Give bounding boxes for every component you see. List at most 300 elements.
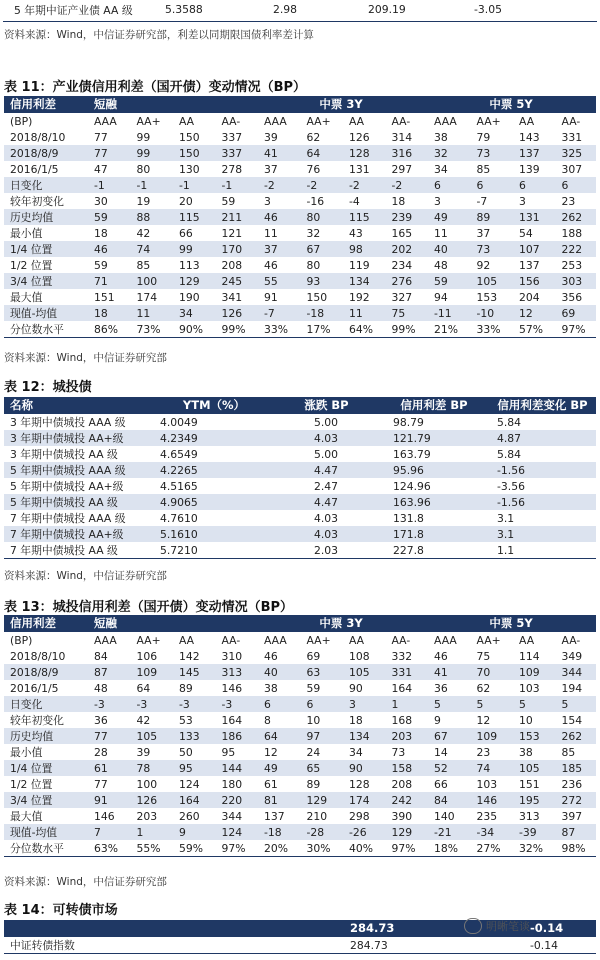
table-cell: 100 bbox=[136, 777, 158, 791]
table-cell: 208 bbox=[221, 258, 243, 272]
table-cell: 84 bbox=[94, 649, 108, 663]
table-cell: 75 bbox=[384, 305, 427, 321]
table-cell: 95.96 bbox=[379, 462, 489, 478]
table-row bbox=[4, 937, 596, 954]
table-cell: 历史均值 bbox=[4, 728, 86, 744]
table-cell: 4.6549 bbox=[160, 447, 198, 461]
table-cell: 61 bbox=[264, 777, 278, 791]
table-cell: 144 bbox=[214, 760, 257, 776]
table-cell: AA- bbox=[391, 633, 411, 647]
table-cell: 17% bbox=[306, 322, 331, 336]
table-cell: 327 bbox=[391, 290, 413, 304]
table-cell: 134 bbox=[341, 273, 384, 289]
table-cell: 158 bbox=[384, 760, 427, 776]
table-cell: 92 bbox=[476, 258, 491, 272]
table-cell: 146 bbox=[94, 809, 115, 823]
table-cell: -34 bbox=[469, 824, 512, 840]
table-cell: 3 bbox=[434, 194, 441, 208]
table-row bbox=[4, 129, 596, 145]
table-cell: 210 bbox=[306, 809, 328, 823]
table-cell: 1/2 位置 bbox=[10, 777, 53, 791]
table-cell: -3 bbox=[171, 696, 214, 712]
group-short-term: 短融 bbox=[86, 96, 256, 113]
table-cell: 4.87 bbox=[489, 430, 596, 446]
table-cell: 164 bbox=[391, 681, 413, 695]
table-cell: 5.84 bbox=[497, 447, 522, 461]
table-cell: 86% bbox=[94, 322, 118, 336]
table-cell: 81 bbox=[256, 792, 299, 808]
table-cell: 1 bbox=[384, 696, 427, 712]
table-cell: 20 bbox=[179, 194, 193, 208]
table-cell: 134 bbox=[341, 728, 384, 744]
table-cell: 188 bbox=[561, 226, 583, 240]
top-row-v1: 5.3588 bbox=[165, 3, 203, 16]
table-cell: 154 bbox=[561, 713, 583, 727]
table-cell: 90% bbox=[179, 322, 203, 336]
table-cell: 108 bbox=[349, 649, 370, 663]
table-cell: AA- bbox=[561, 114, 581, 128]
table-cell: 195 bbox=[511, 792, 554, 808]
table-cell: 130 bbox=[179, 162, 200, 176]
table-cell: 55 bbox=[256, 273, 299, 289]
table-cell: 5 bbox=[511, 696, 554, 712]
table-row bbox=[4, 241, 596, 257]
table-cell: 303 bbox=[554, 273, 597, 289]
table-cell: 11 bbox=[129, 305, 172, 321]
table-cell: 150 bbox=[179, 130, 200, 144]
table-cell: 32 bbox=[306, 226, 321, 240]
table-cell: 20% bbox=[264, 841, 288, 855]
table-cell: 397 bbox=[561, 809, 583, 823]
table-cell: 54 bbox=[519, 226, 533, 240]
table-row bbox=[4, 494, 596, 510]
table-cell: 94 bbox=[434, 290, 448, 304]
t14-name: 中证转债指数 bbox=[10, 938, 75, 952]
table-cell: 7 年期中债城投 AAA 级 bbox=[10, 511, 126, 525]
table-cell: 63 bbox=[299, 664, 342, 680]
table-cell: 52 bbox=[426, 760, 469, 776]
group-label: 信用利差 bbox=[4, 96, 86, 113]
table-cell: 3 bbox=[519, 194, 526, 208]
table-row bbox=[4, 648, 596, 664]
table-cell: AA+ bbox=[306, 114, 331, 128]
table-cell: 74 bbox=[469, 760, 512, 776]
table-cell: 313 bbox=[214, 664, 257, 680]
table-cell: 6 bbox=[256, 696, 299, 712]
table-cell: 164 bbox=[171, 792, 214, 808]
table-cell: 137 bbox=[264, 809, 285, 823]
table-cell: 186 bbox=[214, 728, 257, 744]
table-cell: 5 bbox=[426, 696, 469, 712]
table-cell: 77 bbox=[86, 728, 129, 744]
table-cell: 79 bbox=[476, 130, 491, 144]
t14-h-change: -0.14 bbox=[524, 920, 596, 937]
source-note-4: 资料来源：Wind，中信证券研究部 bbox=[4, 876, 167, 888]
table-row bbox=[4, 760, 596, 776]
table-cell: 103 bbox=[476, 777, 498, 791]
table-cell: 14 bbox=[434, 745, 448, 759]
table-cell: 4.47 bbox=[274, 494, 379, 510]
table-cell: 46 bbox=[264, 258, 278, 272]
table-cell: 331 bbox=[384, 664, 427, 680]
table-cell: 36 bbox=[434, 681, 448, 695]
table-cell: 314 bbox=[391, 130, 413, 144]
table-cell: 128 bbox=[341, 145, 384, 161]
table-cell: 5 年期中债城投 AA 级 bbox=[4, 494, 154, 510]
table-cell: 5.00 bbox=[314, 447, 339, 461]
source-note-2: 资料来源：Wind，中信证券研究部 bbox=[4, 352, 167, 364]
table-cell: 344 bbox=[554, 664, 597, 680]
table-cell: 3 年期中债城投 AA+级 bbox=[4, 430, 154, 446]
table-cell: -7 bbox=[476, 194, 488, 208]
table-cell: 32% bbox=[519, 841, 544, 855]
table-cell: 73 bbox=[469, 145, 512, 161]
table-cell: AA- bbox=[561, 633, 581, 647]
table-cell: 4.03 bbox=[314, 511, 339, 525]
table-row bbox=[4, 776, 596, 792]
table-cell: 38 bbox=[519, 745, 533, 759]
table-cell: 3 bbox=[264, 194, 271, 208]
group-mtn-3y: 中票 3Y bbox=[256, 615, 426, 632]
table-cell: -26 bbox=[341, 824, 384, 840]
table-cell: 185 bbox=[554, 760, 597, 776]
table-cell: 142 bbox=[179, 649, 200, 663]
table-cell: 124 bbox=[214, 824, 257, 840]
table-cell: 313 bbox=[519, 809, 540, 823]
table-cell: 10 bbox=[306, 713, 321, 727]
table-cell: -4 bbox=[349, 194, 360, 208]
table-cell: 131 bbox=[511, 209, 554, 225]
table-cell: 76 bbox=[306, 162, 321, 176]
table-row bbox=[4, 430, 596, 446]
table-cell: 227.8 bbox=[393, 543, 424, 557]
table-cell: -1.56 bbox=[489, 494, 596, 510]
table-cell: 3.1 bbox=[497, 511, 515, 525]
table-cell: 97% bbox=[561, 322, 586, 336]
table-row bbox=[4, 225, 596, 241]
table-cell: 32 bbox=[426, 145, 469, 161]
table-cell: 23 bbox=[476, 745, 491, 759]
table-cell: 59 bbox=[221, 194, 236, 208]
table-row bbox=[4, 273, 596, 289]
table-cell: 8 bbox=[264, 713, 271, 727]
table-cell: 84 bbox=[426, 792, 469, 808]
table-cell: 最大值 bbox=[10, 809, 43, 823]
table-cell: 18 bbox=[349, 713, 363, 727]
table-cell: 65 bbox=[299, 760, 342, 776]
table-cell: 2.03 bbox=[314, 543, 339, 557]
table-cell: 最大值 bbox=[10, 290, 43, 304]
table-cell: 100 bbox=[129, 273, 172, 289]
table-cell: 278 bbox=[221, 162, 243, 176]
table-cell: 165 bbox=[391, 226, 413, 240]
col-spread-change: 信用利差变化 BP bbox=[489, 397, 596, 414]
table-cell: 128 bbox=[349, 777, 370, 791]
table-cell: 41 bbox=[256, 145, 299, 161]
table-cell: 50 bbox=[179, 745, 193, 759]
table-cell: 98 bbox=[341, 241, 384, 257]
table-cell: AAA bbox=[434, 114, 457, 128]
table-cell: AA- bbox=[391, 114, 411, 128]
table-cell: 46 bbox=[86, 241, 129, 257]
table-cell: 37 bbox=[256, 241, 299, 257]
table-cell: 46 bbox=[264, 649, 278, 663]
table-cell: 5 年期中债城投 AAA 级 bbox=[4, 462, 154, 478]
table-cell: AA+ bbox=[136, 114, 161, 128]
table-row bbox=[4, 680, 596, 696]
table-cell: 344 bbox=[221, 809, 243, 823]
table-12-title: 表 12：城投债 bbox=[4, 380, 92, 395]
table-cell: 18 bbox=[391, 194, 406, 208]
table-cell: 202 bbox=[384, 241, 427, 257]
group-mtn-5y: 中票 5Y bbox=[426, 615, 596, 632]
table-cell: 222 bbox=[554, 241, 597, 257]
table-cell: AA+ bbox=[476, 633, 501, 647]
table-cell: 349 bbox=[561, 649, 583, 663]
table-cell: 85 bbox=[476, 162, 491, 176]
table-cell: -21 bbox=[426, 824, 469, 840]
table-cell: -3 bbox=[214, 696, 257, 712]
table-cell: 12 bbox=[264, 745, 278, 759]
table-cell: 126 bbox=[349, 130, 370, 144]
table-11-title: 表 11：产业债信用利差（国开债）变动情况（BP） bbox=[4, 80, 307, 95]
table-cell: 4.0049 bbox=[160, 415, 198, 429]
table-cell: 97 bbox=[299, 728, 342, 744]
table-cell: 146 bbox=[469, 792, 512, 808]
table-cell: 33% bbox=[264, 322, 288, 336]
table-cell: 4.9065 bbox=[154, 494, 274, 510]
table-cell: 46 bbox=[256, 209, 299, 225]
table-cell: 67 bbox=[299, 241, 342, 257]
table-cell: 9 bbox=[434, 713, 441, 727]
table-cell: 236 bbox=[561, 777, 583, 791]
table-cell: 6 bbox=[469, 177, 512, 193]
table-cell: 39 bbox=[136, 745, 151, 759]
table-cell: 146 bbox=[221, 681, 243, 695]
table-cell: 337 bbox=[214, 145, 257, 161]
table-cell: 129 bbox=[171, 273, 214, 289]
table-row bbox=[4, 161, 596, 177]
table-cell: 分位数水平 bbox=[10, 322, 64, 336]
table-14-title: 表 14：可转债市场 bbox=[4, 903, 118, 918]
table-cell: 7 年期中债城投 AA 级 bbox=[10, 543, 118, 557]
table-cell: 234 bbox=[391, 258, 413, 272]
table-cell: 356 bbox=[561, 290, 583, 304]
watermark bbox=[464, 918, 530, 934]
table-cell: 62 bbox=[476, 681, 491, 695]
table-cell: 90 bbox=[341, 760, 384, 776]
table-cell: 109 bbox=[469, 728, 512, 744]
table-cell: 57% bbox=[519, 322, 544, 336]
table-cell: 10 bbox=[519, 713, 533, 727]
table-row bbox=[4, 712, 596, 728]
table-cell: 153 bbox=[511, 728, 554, 744]
table-cell: -3.56 bbox=[497, 479, 525, 493]
table-cell: 48 bbox=[434, 258, 448, 272]
table-cell: AAA bbox=[94, 114, 117, 128]
table-row bbox=[4, 744, 596, 760]
table-row bbox=[4, 478, 596, 494]
table-11-group-header bbox=[4, 96, 596, 113]
table-cell: 64% bbox=[349, 322, 373, 336]
table-cell: 3/4 位置 bbox=[4, 792, 86, 808]
table-cell: 97% bbox=[391, 841, 416, 855]
table-cell: 66 bbox=[434, 777, 448, 791]
table-row bbox=[4, 808, 596, 824]
table-cell: 71 bbox=[86, 273, 129, 289]
table-cell: 73 bbox=[391, 745, 406, 759]
table-cell: 124.96 bbox=[393, 479, 431, 493]
table-cell: 253 bbox=[561, 258, 583, 272]
table-cell: 38 bbox=[434, 130, 448, 144]
table-cell: -3 bbox=[86, 696, 129, 712]
table-cell: 49 bbox=[426, 209, 469, 225]
table-cell: 39 bbox=[264, 130, 278, 144]
table-cell: 143 bbox=[519, 130, 540, 144]
table-cell: AA bbox=[349, 114, 365, 128]
table-cell: 194 bbox=[561, 681, 583, 695]
table-row bbox=[4, 321, 596, 338]
table-cell: 11 bbox=[264, 226, 278, 240]
table-cell: 105 bbox=[341, 664, 384, 680]
top-row-v2: 2.98 bbox=[273, 3, 298, 16]
table-cell: (BP) bbox=[10, 114, 33, 128]
table-cell: 4.2349 bbox=[154, 430, 274, 446]
table-cell: 2018/8/10 bbox=[10, 649, 66, 663]
col-spread: 信用利差 BP bbox=[379, 397, 489, 414]
table-cell: 91 bbox=[264, 290, 278, 304]
table-cell: 47 bbox=[94, 162, 108, 176]
table-cell: 163.96 bbox=[379, 494, 489, 510]
table-cell: 73 bbox=[469, 241, 512, 257]
table-cell: 3/4 位置 bbox=[4, 273, 86, 289]
table-cell: 34 bbox=[434, 162, 448, 176]
table-cell: 153 bbox=[476, 290, 498, 304]
table-cell: -18 bbox=[256, 824, 299, 840]
table-cell: 70 bbox=[469, 664, 512, 680]
table-cell: 4.47 bbox=[274, 462, 379, 478]
table-cell: 63% bbox=[94, 841, 118, 855]
table-cell: 5 bbox=[554, 696, 597, 712]
table-cell: 151 bbox=[519, 777, 540, 791]
wechat-icon bbox=[464, 918, 482, 934]
table-cell: 106 bbox=[136, 649, 158, 663]
table-cell: AA+ bbox=[306, 633, 331, 647]
table-cell: 2.47 bbox=[314, 479, 339, 493]
table-cell: 220 bbox=[214, 792, 257, 808]
table-cell: 95 bbox=[221, 745, 236, 759]
table-cell: AA bbox=[179, 633, 195, 647]
t14-h-value: 284.73 bbox=[344, 920, 524, 937]
table-cell: 114 bbox=[519, 649, 540, 663]
table-cell: AAA bbox=[94, 633, 117, 647]
table-cell: 332 bbox=[391, 649, 413, 663]
table-cell: AA bbox=[519, 114, 535, 128]
table-cell: 235 bbox=[476, 809, 498, 823]
table-cell: 260 bbox=[179, 809, 200, 823]
table-row bbox=[4, 462, 596, 478]
table-cell: -1 bbox=[171, 177, 214, 193]
table-cell: 3 年期中债城投 AA 级 bbox=[10, 447, 118, 461]
table-cell: AA+ bbox=[136, 633, 161, 647]
table-cell: 48 bbox=[94, 681, 108, 695]
table-cell: 77 bbox=[86, 145, 129, 161]
table-cell: 297 bbox=[391, 162, 413, 176]
table-cell: 34 bbox=[349, 745, 363, 759]
table-cell: 139 bbox=[519, 162, 540, 176]
table-cell: 316 bbox=[384, 145, 427, 161]
table-cell: -1 bbox=[129, 177, 172, 193]
source-note-1: 资料来源：Wind，中信证券研究部，利差以同期限国债利率差计算 bbox=[4, 29, 314, 41]
table-cell: 170 bbox=[214, 241, 257, 257]
top-row-rule bbox=[3, 21, 597, 22]
table-cell: 6 bbox=[511, 177, 554, 193]
table-cell: 59 bbox=[94, 258, 108, 272]
table-cell: 2018/8/10 bbox=[10, 130, 66, 144]
table-row bbox=[4, 728, 596, 744]
table-cell: 64 bbox=[299, 145, 342, 161]
table-cell: 337 bbox=[221, 130, 243, 144]
table-cell: 7 年期中债城投 AA+级 bbox=[4, 526, 154, 542]
table-cell: 12 bbox=[476, 713, 491, 727]
table-cell: -1.56 bbox=[489, 462, 596, 478]
table-cell: 较年初变化 bbox=[10, 194, 64, 208]
table-row bbox=[4, 209, 596, 225]
table-cell: 59% bbox=[179, 841, 203, 855]
table-cell: 2016/1/5 bbox=[10, 162, 59, 176]
table-cell: 95 bbox=[171, 760, 214, 776]
table-cell: 19 bbox=[136, 194, 151, 208]
table-cell: 5 年期中债城投 AA+级 bbox=[10, 479, 124, 493]
table-cell: 272 bbox=[554, 792, 597, 808]
table-cell: 2018/8/9 bbox=[4, 664, 86, 680]
table-13-title: 表 13：城投信用利差（国开债）变动情况（BP） bbox=[4, 600, 294, 615]
table-cell: 99 bbox=[129, 145, 172, 161]
table-cell: 204 bbox=[519, 290, 540, 304]
table-cell: 34 bbox=[171, 305, 214, 321]
table-cell: 109 bbox=[511, 664, 554, 680]
table-cell: -39 bbox=[511, 824, 554, 840]
table-cell: 73% bbox=[136, 322, 161, 336]
table-cell: AA- bbox=[221, 114, 241, 128]
table-cell: 90 bbox=[349, 681, 363, 695]
col-name: 名称 bbox=[4, 397, 154, 414]
table-cell: 5.1610 bbox=[154, 526, 274, 542]
table-cell: 1 bbox=[129, 824, 172, 840]
table-cell: -11 bbox=[426, 305, 469, 321]
table-cell: 119 bbox=[349, 258, 370, 272]
table-cell: 历史均值 bbox=[4, 209, 86, 225]
t14-h-name bbox=[4, 920, 344, 937]
table-cell: 87 bbox=[86, 664, 129, 680]
table-cell: 40 bbox=[426, 241, 469, 257]
table-cell: -28 bbox=[299, 824, 342, 840]
table-row bbox=[4, 526, 596, 542]
table-cell: 203 bbox=[384, 728, 427, 744]
table-row bbox=[4, 145, 596, 161]
table-cell: 192 bbox=[349, 290, 370, 304]
table-cell: 43 bbox=[349, 226, 363, 240]
table-cell: 174 bbox=[341, 792, 384, 808]
table-cell: 2016/1/5 bbox=[10, 681, 59, 695]
table-cell: 18% bbox=[434, 841, 459, 855]
table-cell: 41 bbox=[426, 664, 469, 680]
table-cell: 107 bbox=[511, 241, 554, 257]
group-label: 信用利差 bbox=[4, 615, 86, 632]
table-cell: 115 bbox=[341, 209, 384, 225]
table-cell: 64 bbox=[256, 728, 299, 744]
table-cell: 11 bbox=[341, 305, 384, 321]
